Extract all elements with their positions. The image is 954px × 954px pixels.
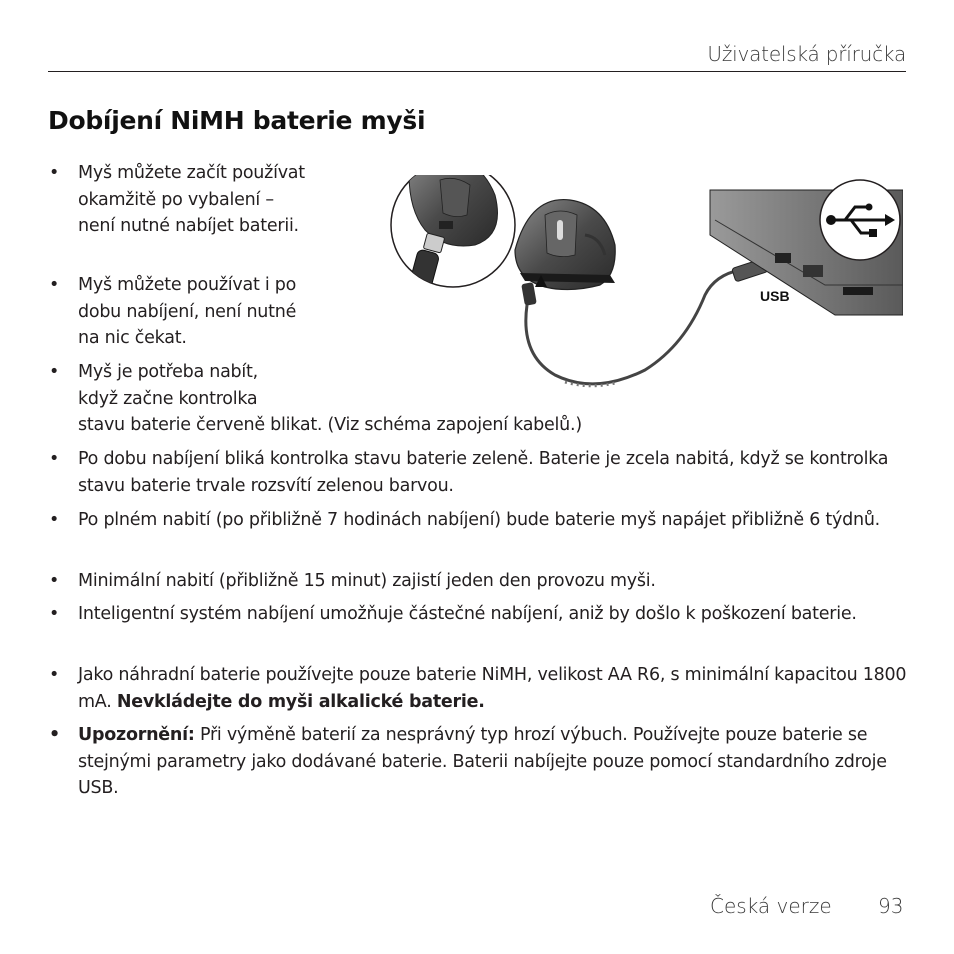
footer-language: Česká verze xyxy=(710,894,832,918)
bullet-marker: • xyxy=(49,665,60,685)
bullet-item-6 xyxy=(49,568,909,595)
bullet-item-1 xyxy=(49,160,309,240)
bullet-item-4 xyxy=(49,446,909,499)
bullet-text-normal: Jako náhradní baterie používejte pouze baterie NiMH, velikost AA R6, s minimální kapacitou 1800 mA. xyxy=(78,665,907,712)
bullet-marker: • xyxy=(49,163,60,183)
running-header: Uživatelská příručka xyxy=(707,42,906,66)
bullet-text: Minimální nabití (přibližně 15 minut) zajistí jeden den provozu myši. xyxy=(78,571,656,591)
bullet-text xyxy=(49,722,909,802)
usb-icon xyxy=(820,180,900,260)
bullet-item-5 xyxy=(49,507,909,534)
bullet-text: Po dobu nabíjení bliká kontrolka stavu baterie zeleně. Baterie je zcela nabitá, když se kontrolka stavu baterie trvale rozsvítí zelenou barvou. xyxy=(78,449,889,496)
bullet-marker: • xyxy=(49,725,60,745)
mouse-body xyxy=(515,200,615,290)
bullet-marker: • xyxy=(49,571,60,591)
bullet-item-2 xyxy=(49,272,309,352)
page-title: Dobíjení NiMH baterie myši xyxy=(48,106,426,135)
bullet-text-normal: Při výměně baterií za nesprávný typ hrozí výbuch. Používejte pouze baterie se stejnými parametry jako dodávané baterie. Baterii nabíjejte pouze pomocí standardního zdroje USB. xyxy=(78,725,887,798)
bullet-text-line: Myš je potřeba nabít, xyxy=(78,362,258,382)
bullet-text: Myš můžete používat i po dobu nabíjení, není nutné na nic čekat. xyxy=(78,275,297,348)
charging-illustration xyxy=(355,175,903,405)
bullet-text xyxy=(49,662,909,715)
usb-label: USB xyxy=(760,288,790,304)
page-number: 93 xyxy=(878,894,904,918)
bullet-text-line: stavu baterie červeně blikat. (Viz schéma zapojení kabelů.) xyxy=(78,415,582,435)
header-rule xyxy=(48,71,906,72)
bullet-item-8 xyxy=(49,662,909,715)
warning-label: Upozornění: xyxy=(78,725,195,745)
bullet-text: Inteligentní systém nabíjení umožňuje částečné nabíjení, aniž by došlo k poškození baterie. xyxy=(78,604,857,624)
bullet-marker: • xyxy=(49,362,60,382)
bullet-text: Po plném nabití (po přibližně 7 hodinách nabíjení) bude baterie myš napájet přibližně 6 týdnů. xyxy=(78,510,880,530)
bullet-text-line: když začne kontrolka xyxy=(78,388,258,409)
bullet-item-7 xyxy=(49,601,909,628)
bullet-marker: • xyxy=(49,275,60,295)
bullet-marker: • xyxy=(49,604,60,624)
mouse-port-closeup xyxy=(391,175,515,325)
bullet-marker: • xyxy=(49,510,60,530)
bullet-marker: • xyxy=(49,449,60,469)
bullet-text-bold: Nevkládejte do myši alkalické baterie. xyxy=(116,691,485,712)
bullet-text: Myš můžete začít používat okamžitě po vybalení – není nutné nabíjet baterii. xyxy=(78,163,305,236)
bullet-item-9 xyxy=(49,722,909,802)
